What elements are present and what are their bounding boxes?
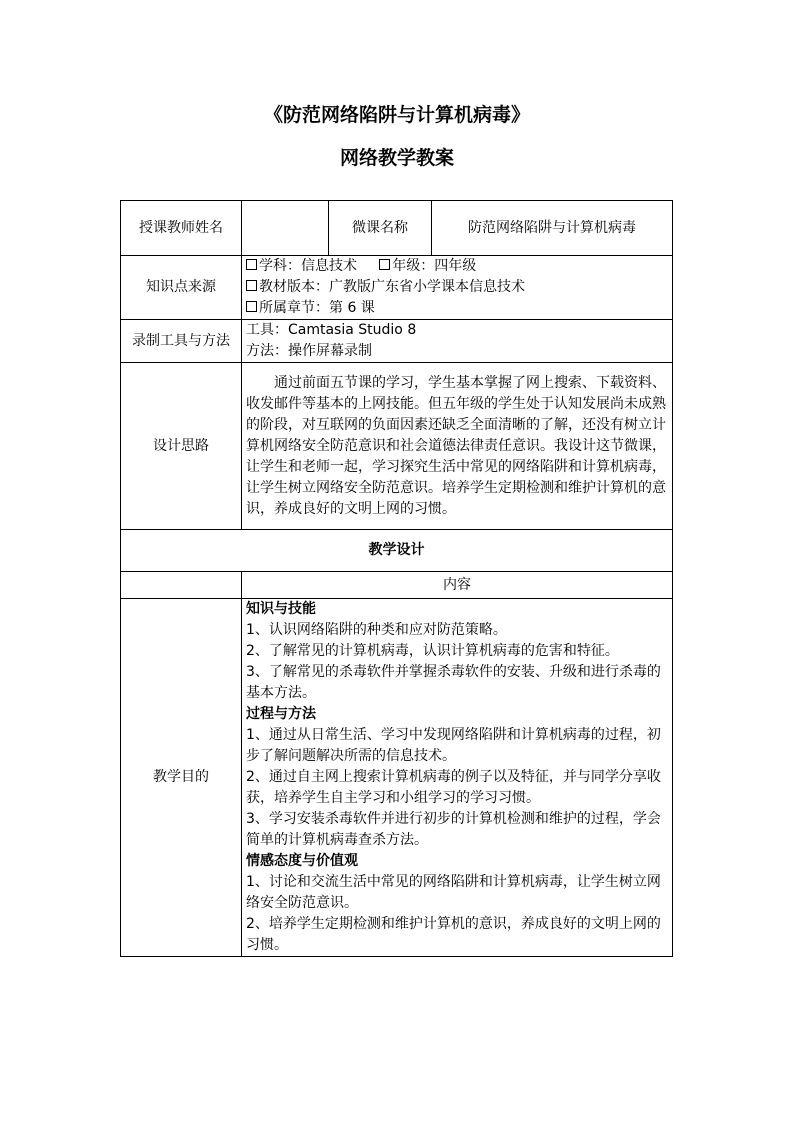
lesson-plan-table [120,200,673,957]
knowledge-skills-heading: 知识与技能 [246,601,316,617]
tools-method-value [242,320,673,363]
list-item: 3、学习安装杀毒软件并进行初步的计算机检测和维护的过程，学会简单的计算机病毒查杀方法。 [246,811,661,848]
teacher-name-value [242,201,329,256]
list-item: 1、通过从日常生活、学习中发现网络陷阱和计算机病毒的过程，初步了解问题解决所需的信息技术。 [246,727,661,764]
process-method-heading: 过程与方法 [246,706,316,722]
textbook-text: 教材版本：广教版广东省小学课本信息技术 [259,279,525,295]
checkbox-icon [246,280,257,291]
list-item: 1、讨论和交流生活中常见的网络陷阱和计算机病毒，让学生树立网络安全防范意识。 [246,874,661,911]
design-idea-label: 设计思路 [121,363,242,530]
teaching-objectives-label: 教学目的 [121,599,242,957]
source-line-chapter [246,298,668,319]
tools-method-label: 录制工具与方法 [121,320,242,363]
course-name-value: 防范网络陷阱与计算机病毒 [432,201,673,256]
checkbox-icon [379,259,390,270]
checkbox-icon [246,301,257,312]
tool-text: 工具：Camtasia Studio 8 [246,322,417,338]
subject-text: 学科：信息技术 [259,258,357,274]
content-header: 内容 [242,572,673,599]
checkbox-icon [246,259,257,270]
list-item: 2、培养学生定期检测和维护计算机的意识，养成良好的文明上网的习惯。 [246,916,661,953]
method-text: 方法：操作屏幕录制 [246,343,372,359]
table-row [121,530,673,572]
grade-text: 年级：四年级 [392,258,477,274]
source-line-subject-grade [246,256,668,277]
course-name-label: 微课名称 [329,201,432,256]
table-row [121,363,673,530]
knowledge-source-label: 知识点来源 [121,256,242,320]
table-row [121,256,673,320]
list-item: 2、通过自主网上搜索计算机病毒的例子以及特征，并与同学分享收获，培养学生自主学习和小组学习的学习习惯。 [246,769,661,806]
source-line-textbook [246,277,668,298]
emotion-values-heading: 情感态度与价值观 [246,853,358,869]
knowledge-source-value [242,256,673,320]
teacher-name-label: 授课教师姓名 [121,201,242,256]
table-row [121,599,673,957]
design-idea-text: 通过前面五节课的学习，学生基本掌握了网上搜索、下载资料、收发邮件等基本的上网技能。但五年级的学生处于认知发展尚未成熟的阶段，对互联网的负面因素还缺乏全面清晰的了解，还没有树立计算机网络安全防范意识和社会道德法律责任意识。我设计这节微课，让学生和老师一起，学习探究生活中常见的网络陷阱和计算机病毒，让学生树立网络安全防范意识。培养学生定期检测和维护计算机的意识，养成良好的文明上网的习惯。 [246,374,666,517]
list-item: 1、认识网络陷阱的种类和应对防范策略。 [246,622,507,638]
table-row [121,201,673,256]
document-title: 《防范网络陷阱与计算机病毒》 [263,104,530,126]
chapter-text: 所属章节：第 6 课 [259,300,375,316]
teaching-objectives-value [242,599,673,957]
empty-cell [121,572,242,599]
table-row [121,572,673,599]
table-row [121,320,673,363]
list-item: 3、了解常见的杀毒软件并掌握杀毒软件的安装、升级和进行杀毒的基本方法。 [246,664,661,701]
list-item: 2、了解常见的计算机病毒，认识计算机病毒的危害和特征。 [246,643,619,659]
document-subtitle: 网络教学教案 [339,147,454,169]
design-idea-value [242,363,673,530]
teaching-design-header: 教学设计 [121,530,673,572]
